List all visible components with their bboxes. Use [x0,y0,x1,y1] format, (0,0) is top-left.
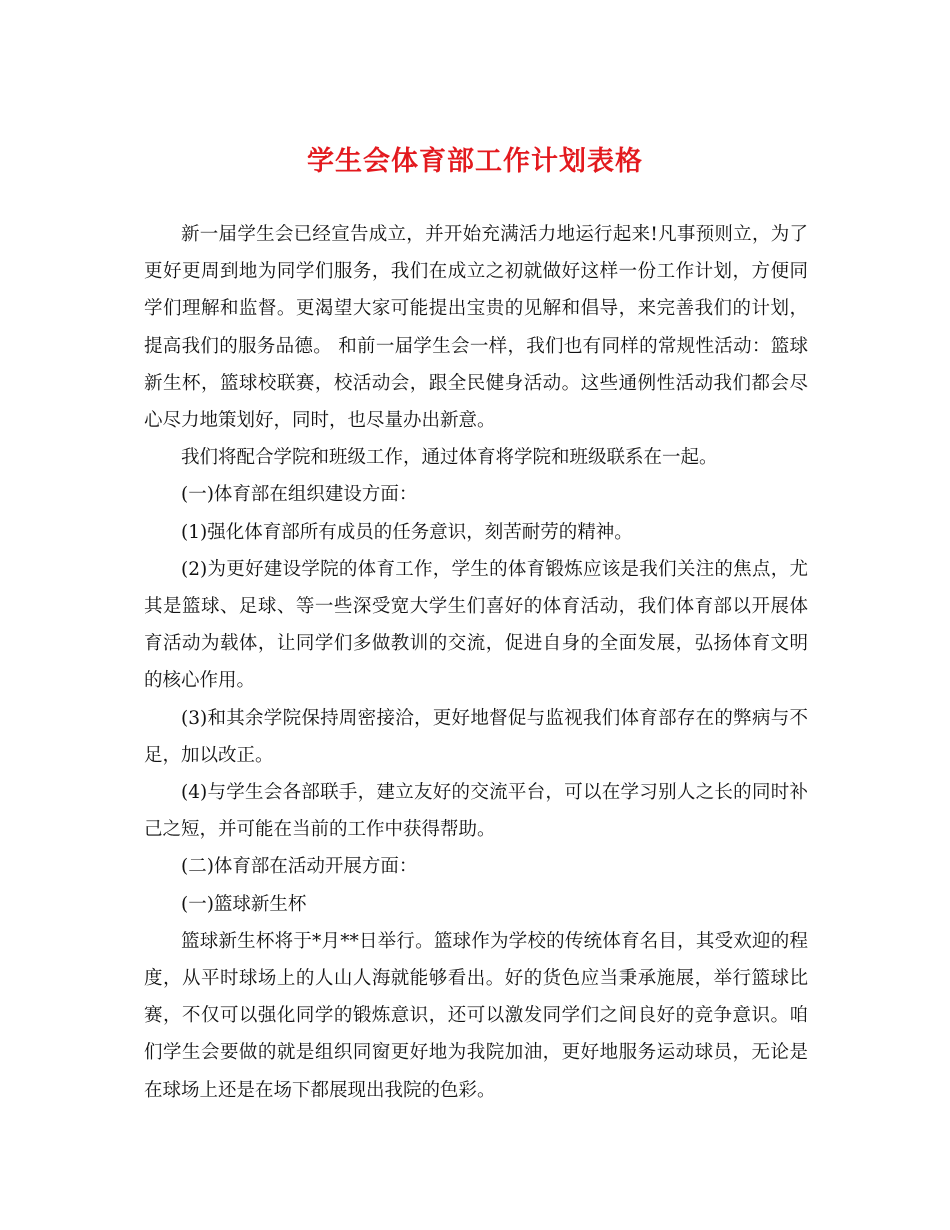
section-heading-organization: (一)体育部在组织建设方面： [181,484,418,506]
list-item-1: (1)强化体育部所有成员的任务意识，刻苦耐劳的精神。 [181,521,633,543]
paragraph-freshman-cup: 篮球新生杯将于*月**日举行。篮球作为学校的传统体育名目，其受欢迎的程度，从平时球场上的人山人海就能够看出。好的货色应当秉承施展，举行篮球比赛，不仅可以强化同学的锻炼意识，还可以激发同学们之间良好的竞争意识。咱们学生会要做的就是组织同窗更好地为我院加油，更好地服务运动球员，无论是在球场上还是在场下都展现出我院的色彩。 [144,930,808,1101]
subsection-heading-freshman-cup: (一)篮球新生杯 [181,893,307,915]
section-heading-activities: (二)体育部在活动开展方面： [181,856,418,878]
paragraph-cooperation: 我们将配合学院和班级工作，通过体育将学院和班级联系在一起。 [181,447,718,469]
list-item-4: (4)与学生会各部联手，建立友好的交流平台，可以在学习别人之长的同时补己之短，并可能在当前的工作中获得帮助。 [144,782,808,841]
document-body [144,216,808,1109]
list-item-3: (3)和其余学院保持周密接洽，更好地督促与监视我们体育部存在的弊病与不足，加以改正。 [144,707,808,766]
document-title: 学生会体育部工作计划表格 [307,146,643,177]
list-item-2: (2)为更好建设学院的体育工作，学生的体育锻炼应该是我们关注的焦点，尤其是篮球、足球、等一些深受宽大学生们喜好的体育活动，我们体育部以开展体育活动为载体，让同学们多做教训的交流，促进自身的全面发展，弘扬体育文明的核心作用。 [144,558,808,692]
paragraph-intro: 新一届学生会已经宣告成立，并开始充满活力地运行起来!凡事预则立，为了更好更周到地为同学们服务，我们在成立之初就做好这样一份工作计划，方便同学们理解和监督。更渴望大家可能提出宝贵的见解和倡导，来完善我们的计划，提高我们的服务品德。 和前一届学生会一样，我们也有同样的常规性活动：篮球新生杯，篮球校联赛，校活动会，跟全民健身活动。这些通例性活动我们都会尽心尽力地策划好，同时，也尽量办出新意。 [144,224,808,432]
